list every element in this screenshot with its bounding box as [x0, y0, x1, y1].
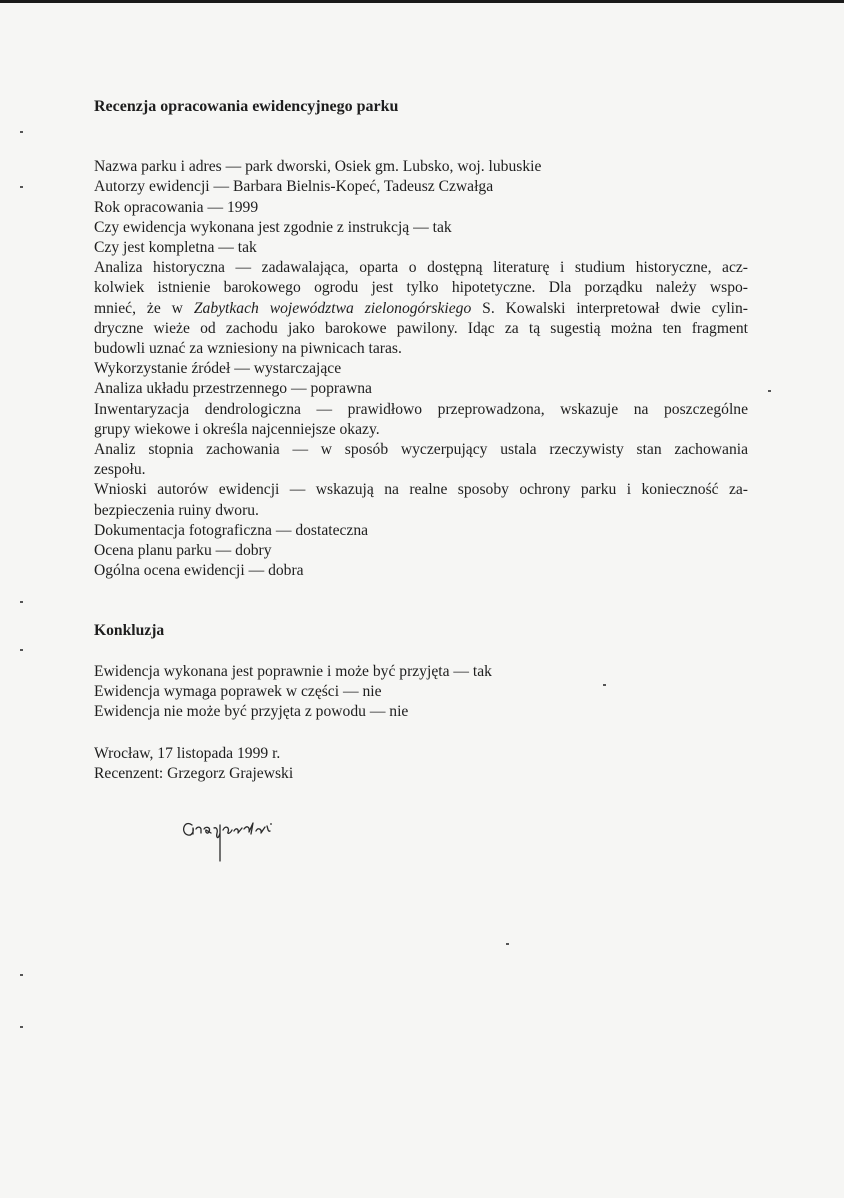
reviewer-name: Recenzent: Grzegorz Grajewski	[94, 765, 294, 783]
book-title: Zabytkach województwa zielonogórskiego	[193, 299, 472, 317]
sources-row: Wykorzystanie źródeł — wystarczające	[94, 360, 342, 378]
preservation-line-2: zespołu.	[94, 461, 146, 479]
photo-documentation-row: Dokumentacja fotograficzna — dostateczna	[94, 521, 369, 539]
section-gap	[94, 722, 748, 744]
historical-analysis-text: S. Kowalski interpretował dwie cylin-	[471, 299, 748, 317]
spatial-layout-row: Analiza układu przestrzennego — poprawna	[94, 380, 372, 398]
scan-speck	[768, 390, 771, 392]
conclusions-line-1: Wnioski autorów ewidencji — wskazują na realne sposoby ochrony parku i konieczność za-	[94, 481, 748, 499]
authors-row: Autorzy ewidencji — Barbara Bielnis-Kopeć, Tadeusz Czwałga	[94, 178, 494, 196]
document-body	[94, 97, 748, 785]
historical-analysis-line-4: dryczne wieże od zachodu jako barokowe pawilony. Idąc za tą sugestią można ten fragment	[94, 319, 748, 337]
plan-rating-row: Ocena planu parku — dobry	[94, 542, 272, 560]
historical-analysis-line-3	[94, 299, 748, 319]
overall-rating-row: Ogólna ocena ewidencji — dobra	[94, 562, 304, 580]
place-date: Wrocław, 17 listopada 1999 r.	[94, 745, 281, 763]
section-gap	[94, 581, 748, 621]
conclusion-accept-row: Ewidencja wykonana jest poprawnie i może być przyjęta — tak	[94, 662, 492, 680]
scan-speck	[20, 1026, 23, 1028]
document-title: Recenzja opracowania ewidencyjnego parku	[94, 98, 399, 115]
dendrology-line-1: Inwentaryzacja dendrologiczna — prawidłowo przeprowadzona, wskazuje na poszczególne	[94, 400, 748, 418]
handwritten-signature	[178, 803, 308, 863]
historical-analysis-line-2: kolwiek istnienie barokowego ogrodu jest tylko hipotetyczne. Dla porządku należy wspo-	[94, 279, 748, 297]
scan-speck	[20, 974, 23, 976]
conclusion-heading: Konkluzja	[94, 622, 165, 640]
conclusion-reject-row: Ewidencja nie może być przyjęta z powodu — nie	[94, 703, 409, 721]
historical-analysis-line-5: budowli uznać za wzniesiony na piwnicach taras.	[94, 340, 402, 358]
compliance-row: Czy ewidencja wykonana jest zgodnie z instrukcją — tak	[94, 218, 452, 236]
historical-analysis-text: mnieć, że w	[94, 299, 194, 317]
preservation-line-1: Analiz stopnia zachowania — w sposób wyczerpujący ustala rzeczywisty stan zachowania	[94, 441, 748, 459]
scan-speck	[20, 131, 23, 133]
conclusions-line-2: bezpieczenia ruiny dworu.	[94, 501, 259, 519]
dendrology-line-2: grupy wiekowe i określa najcenniejsze okazy.	[94, 420, 380, 438]
scan-speck	[20, 186, 23, 188]
completeness-row: Czy jest kompletna — tak	[94, 239, 257, 257]
historical-analysis-line-1: Analiza historyczna — zadawalająca, oparta o dostępną literaturę i studium historyczne, acz-	[94, 259, 748, 277]
scan-speck	[20, 601, 23, 603]
conclusion-corrections-row: Ewidencja wymaga poprawek w części — nie	[94, 682, 382, 700]
scan-speck	[506, 943, 509, 945]
scan-speck	[20, 649, 23, 651]
year-row: Rok opracowania — 1999	[94, 198, 259, 216]
park-name-row: Nazwa parku i adres — park dworski, Osiek gm. Lubsko, woj. lubuskie	[94, 158, 542, 176]
